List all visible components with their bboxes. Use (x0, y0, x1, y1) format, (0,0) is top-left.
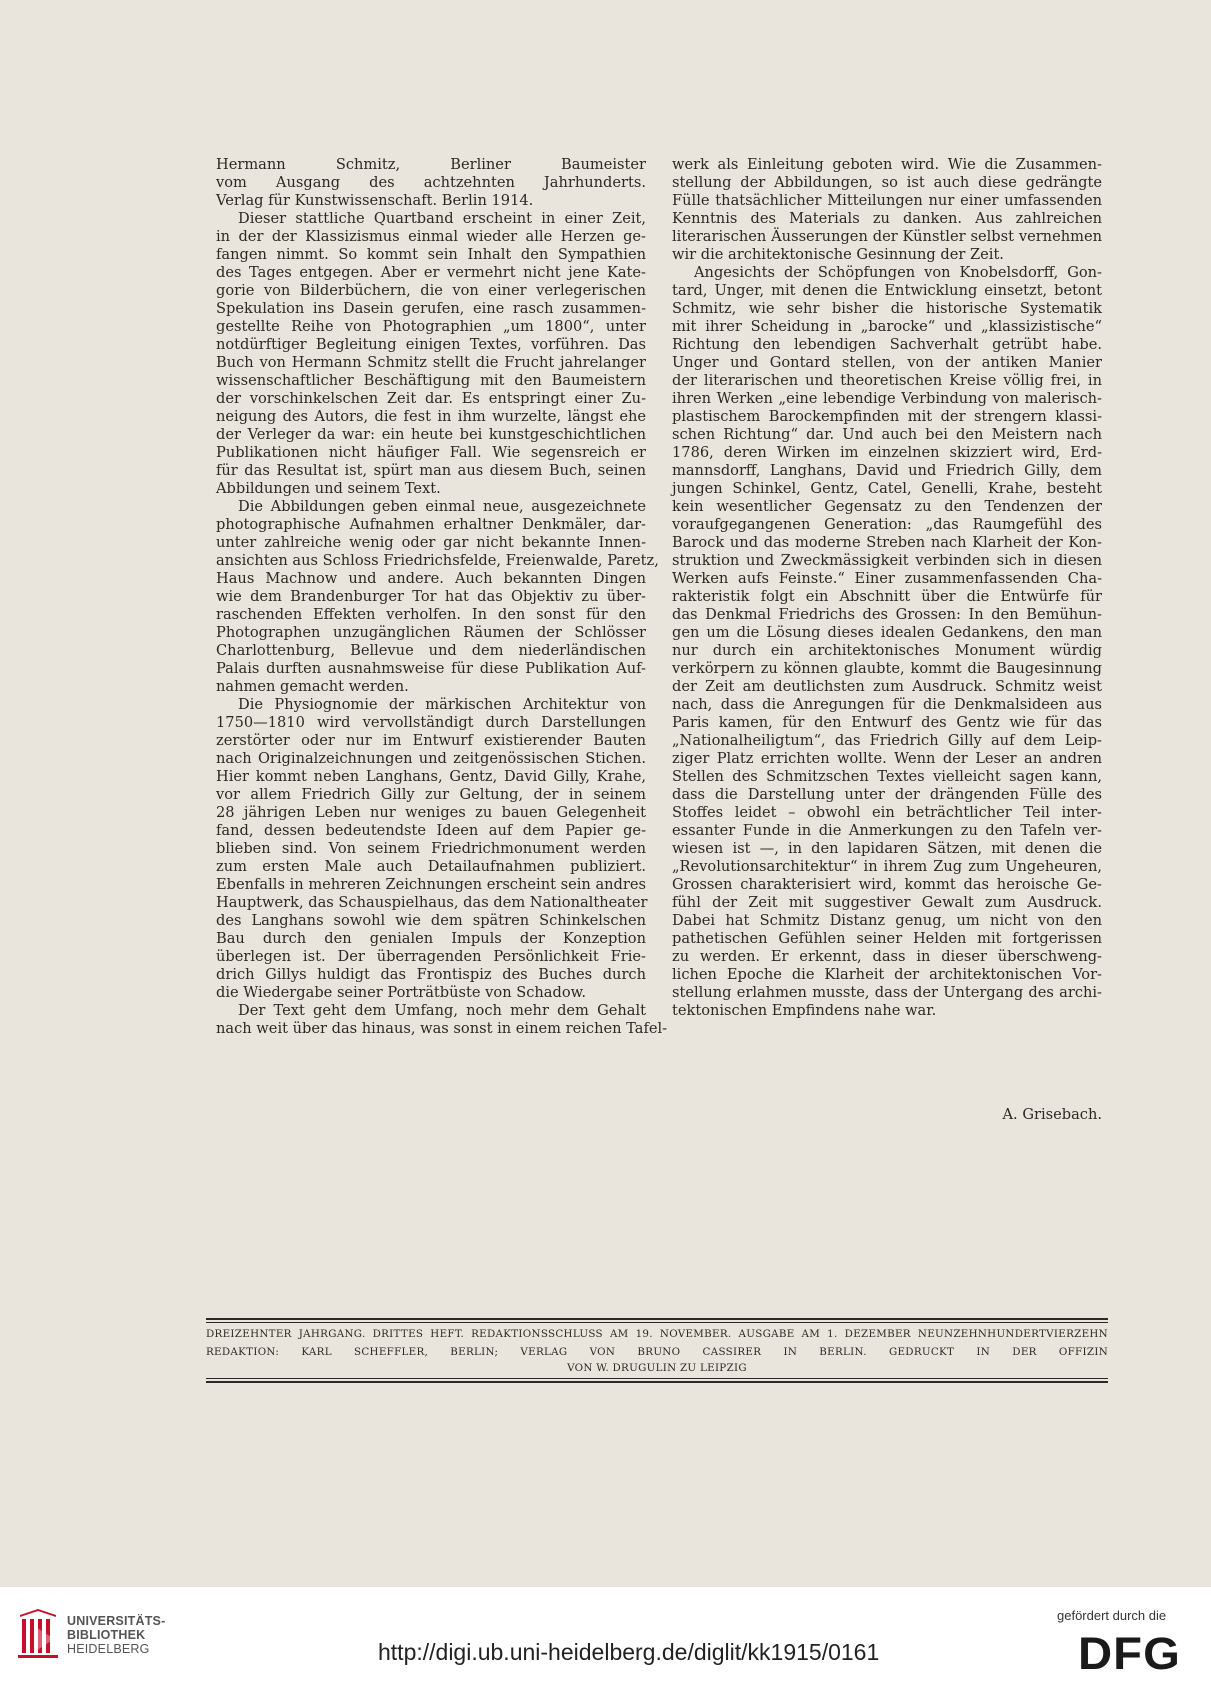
right-column-line: kein wesentlicher Gegensatz zu den Tendenzen der (672, 498, 1102, 515)
right-column-line: voraufgegangenen Generation: „das Raumgefühl des (672, 516, 1102, 533)
left-column-line: die Wiedergabe seiner Porträtbüste von Schadow. (216, 984, 587, 1001)
left-column-line: raschenden Effekten verholfen. In den sonst für den (216, 606, 646, 623)
left-column-line: notdürftiger Begleitung einigen Textes, vorführen. Das (216, 336, 646, 353)
right-column-line: Angesichts der Schöpfungen von Knobelsdorff, Gon- (694, 264, 1102, 281)
left-column-line: Abbildungen und seinem Text. (216, 480, 441, 497)
right-column-line: mannsdorff, Langhans, David und Friedrich Gilly, dem (672, 462, 1102, 479)
ub-heidelberg-logo-icon[interactable] (16, 1609, 62, 1665)
right-column-line: ziger Platz errichten wollte. Wenn der Leser an andren (672, 750, 1102, 767)
left-column-line: Die Abbildungen geben einmal neue, ausgezeichnete (238, 498, 646, 515)
right-column-line: essanter Funde in die Anmerkungen zu den Tafeln ver- (672, 822, 1102, 839)
imprint-line-1: DREIZEHNTER JAHRGANG. DRITTES HEFT. REDAKTIONSSCHLUSS AM 19. NOVEMBER. AUSGABE AM 1. DEZEMBER NEUNZEHNHUNDERTVIERZEHN (206, 1328, 1108, 1340)
left-column-line: der vorschinkelschen Zeit dar. Es entspringt einer Zu- (216, 390, 646, 407)
left-column-line: Publikationen nicht häufiger Fall. Wie segensreich er (216, 444, 646, 461)
right-column-line: schen Richtung“ dar. Und auch bei den Meistern nach (672, 426, 1102, 443)
left-column-line: fand, dessen bedeutendste Ideen auf dem Papier ge- (216, 822, 646, 839)
right-column-line: rakteristik folgt ein Abschnitt über die Entwürfe für (672, 588, 1102, 605)
right-column-line: Schmitz, wie sehr bisher die historische Systematik (672, 300, 1102, 317)
left-column-line: Hier kommt neben Langhans, Gentz, David Gilly, Krahe, (216, 768, 646, 785)
left-column-line: Dieser stattliche Quartband erscheint in einer Zeit, (238, 210, 646, 227)
funded-by-label: gefördert durch die (1057, 1608, 1167, 1623)
right-column-line: ihren Werken „eine lebendige Verbindung von malerisch- (672, 390, 1102, 407)
right-column-line: stellung der Abbildungen, so ist auch diese gedrängte (672, 174, 1102, 191)
right-column-line: Werken aufs Feinste.“ Einer zusammenfassenden Cha- (672, 570, 1102, 587)
right-column-line: Richtung den lebendigen Sachverhalt getrübt habe. (672, 336, 1102, 353)
institution-line-2: BIBLIOTHEK (67, 1628, 146, 1642)
right-column-line: der literarischen und theoretischen Kreise völlig frei, in (672, 372, 1102, 389)
signature: A. Grisebach. (1002, 1106, 1102, 1123)
left-column-line: überlegen ist. Der überragenden Persönlichkeit Frie- (216, 948, 646, 965)
left-column-line: Spekulation ins Dasein gerufen, eine rasch zusammen- (216, 300, 646, 317)
imprint-line-3: VON W. DRUGULIN ZU LEIPZIG (567, 1362, 747, 1374)
right-column-line: dass die Darstellung unter der drängenden Fülle des (672, 786, 1102, 803)
right-column-line: gen um die Lösung dieses idealen Gedankens, den man (672, 624, 1102, 641)
left-column-line: wissenschaftlicher Beschäftigung mit den Baumeistern (216, 372, 646, 389)
left-column-line: Haus Machnow und andere. Auch bekannten Dingen (216, 570, 646, 587)
institution-line-3: HEIDELBERG (67, 1642, 150, 1656)
right-column-line: nur durch ein architektonisches Monument würdig (672, 642, 1102, 659)
left-column-line: gestellte Reihe von Photographien „um 1800“, unter (216, 318, 646, 335)
left-column-line: neigung des Autors, die fest in ihm wurzelte, längst ehe (216, 408, 646, 425)
left-column-line: Ebenfalls in mehreren Zeichnungen erscheint sein andres (216, 876, 646, 893)
right-column-line: verkörpern zu können glaubte, kommt die Baugesinnung (672, 660, 1102, 677)
left-column-line: 28 jährigen Leben nur weniges zu bauen Gelegenheit (216, 804, 646, 821)
left-column-line: gorie von Bilderbüchern, die von einer verlegerischen (216, 282, 646, 299)
right-column-line: Stellen des Schmitzschen Textes vielleicht sagen kann, (672, 768, 1102, 785)
right-column-line: mit ihrer Scheidung in „barocke“ und „klassizistische“ (672, 318, 1102, 335)
institution-name[interactable] (67, 1614, 165, 1656)
footer-bar (0, 1587, 1211, 1685)
left-column-line: Bau durch den genialen Impuls der Konzeption (216, 930, 646, 947)
left-column-line: nahmen gemacht werden. (216, 678, 409, 695)
imprint-top-rule-thin (206, 1322, 1108, 1323)
right-column-line: Kenntnis des Materials zu danken. Aus zahlreichen (672, 210, 1102, 227)
right-column-line: nach, dass die Anregungen für die Denkmalsideen aus (672, 696, 1102, 713)
left-column-line: Hauptwerk, das Schauspielhaus, das dem Nationaltheater (216, 894, 648, 911)
right-column-line: zu werden. Er erkennt, dass in dieser überschweng- (672, 948, 1102, 965)
left-column-line: vor allem Friedrich Gilly zur Geltung, der in seinem (216, 786, 646, 803)
left-column-line: zerstörter oder nur im Entwurf existierender Bauten (216, 732, 646, 749)
right-column-line: der Zeit am deutlichsten zum Ausdruck. Schmitz weist (672, 678, 1102, 695)
right-column-line: Paris kamen, für den Entwurf des Gentz wie für das (672, 714, 1102, 731)
right-column-line: Barock und das moderne Streben nach Klarheit der Kon- (672, 534, 1102, 551)
right-column-line: pathetischen Gefühlen seiner Helden mit fortgerissen (672, 930, 1102, 947)
right-column-line: lichen Epoche die Klarheit der architektonischen Vor- (672, 966, 1102, 983)
right-column-line: literarischen Äusserungen der Künstler selbst vernehmen (672, 228, 1102, 245)
left-column-line: Verlag für Kunstwissenschaft. Berlin 1914. (216, 192, 534, 209)
left-column-line: Hermann Schmitz, Berliner Baumeister (216, 156, 646, 173)
right-column-line: wiesen ist —, in den lapidaren Sätzen, mit denen die (672, 840, 1102, 857)
left-column-line: Photographen unzugänglichen Räumen der Schlösser (216, 624, 646, 641)
left-column-line: nach weit über das hinaus, was sonst in einem reichen Tafel- (216, 1020, 668, 1037)
left-column-line: wie dem Brandenburger Tor hat das Objektiv zu über- (216, 588, 646, 605)
left-column-line: in der der Klassizismus einmal wieder alle Herzen ge- (216, 228, 646, 245)
right-column-line: Grossen charakterisiert wird, kommt das heroische Ge- (672, 876, 1102, 893)
right-column-line: fühl der Zeit mit suggestiver Gewalt zum Ausdruck. (672, 894, 1102, 911)
left-column-line: ansichten aus Schloss Friedrichsfelde, Freienwalde, Paretz, (216, 552, 659, 569)
left-column-line: zum ersten Male auch Detailaufnahmen publiziert. (216, 858, 646, 875)
right-column-line: Dabei hat Schmitz Distanz genug, um nicht von den (672, 912, 1102, 929)
right-column-line: Stoffes leidet – obwohl ein beträchtlicher Teil inter- (672, 804, 1102, 821)
right-column-line: wir die architektonische Gesinnung der Zeit. (672, 246, 1004, 263)
left-column-line: Charlottenburg, Bellevue und dem niederländischen (216, 642, 646, 659)
right-column-line: Unger und Gontard stellen, von der antiken Manier (672, 354, 1102, 371)
permalink-url[interactable]: http://digi.ub.uni-heidelberg.de/diglit/kk1915/0161 (378, 1639, 880, 1665)
left-column-line: des Langhans sowohl wie dem spätren Schinkelschen (216, 912, 646, 929)
left-column-line: Die Physiognomie der märkischen Architektur von (238, 696, 646, 713)
right-column-line: „Revolutionsarchitektur“ in ihrem Zug zum Ungeheuren, (672, 858, 1102, 875)
right-column-line: das Denkmal Friedrichs des Grossen: In den Bemühun- (672, 606, 1102, 623)
imprint-top-rule (206, 1318, 1108, 1320)
left-column-line: drich Gillys huldigt das Frontispiz des Buches durch (216, 966, 646, 983)
review-text (216, 154, 1110, 1194)
imprint-bottom-rule (206, 1381, 1108, 1383)
left-column-line: Der Text geht dem Umfang, noch mehr dem Gehalt (238, 1002, 646, 1019)
right-column-line: jungen Schinkel, Gentz, Catel, Genelli, Krahe, besteht (672, 480, 1102, 497)
imprint-line-2: REDAKTION: KARL SCHEFFLER, BERLIN; VERLAG VON BRUNO CASSIRER IN BERLIN. GEDRUCKT IN DER OFFIZIN (206, 1346, 1108, 1358)
imprint-bottom-rule-thin (206, 1378, 1108, 1379)
dfg-logo[interactable]: DFG (1078, 1628, 1181, 1679)
right-column-line: struktion und Zweckmässigkeit verbinden sich in diesen (672, 552, 1102, 569)
right-column-line: werk als Einleitung geboten wird. Wie die Zusammen- (672, 156, 1102, 173)
left-column-line: 1750—1810 wird vervollständigt durch Darstellungen (216, 714, 646, 731)
left-column-line: photographische Aufnahmen erhaltner Denkmäler, dar- (216, 516, 646, 533)
left-column-line: nach Originalzeichnungen und zeitgenössischen Stichen. (216, 750, 646, 767)
right-column-line: tektonischen Empfindens nahe war. (672, 1002, 937, 1019)
right-column-line: „Nationalheiligtum“, das Friedrich Gilly auf dem Leip- (672, 732, 1102, 749)
left-column-line: der Verleger da war: ein heute bei kunstgeschichtlichen (216, 426, 646, 443)
left-column-line: fangen nimmt. So kommt sein Inhalt den Sympathien (216, 246, 646, 263)
right-column-line: stellung erlahmen musste, dass der Untergang des archi- (672, 984, 1102, 1001)
right-column-line: plastischem Barockempfinden mit der strengern klassi- (672, 408, 1102, 425)
institution-line-1: UNIVERSITÄTS- (67, 1614, 166, 1628)
left-column-line: des Tages entgegen. Aber er vermehrt nicht jene Kate- (216, 264, 646, 281)
right-column-line: Fülle thatsächlicher Mitteilungen nur einer umfassenden (672, 192, 1102, 209)
left-column-line: Palais durften ausnahmsweise für diese Publikation Auf- (216, 660, 646, 677)
right-column-line: tard, Unger, mit denen die Entwicklung einsetzt, betont (672, 282, 1102, 299)
left-column-line: vom Ausgang des achtzehnten Jahrhunderts. (216, 174, 646, 191)
right-column-line: 1786, deren Wirken im einzelnen skizziert wird, Erd- (672, 444, 1102, 461)
left-column-line: unter zahlreiche wenig oder gar nicht bekannte Innen- (216, 534, 646, 551)
left-column-line: für das Resultat ist, spürt man aus diesem Buch, seinen (216, 462, 646, 479)
left-column-line: Buch von Hermann Schmitz stellt die Frucht jahrelanger (216, 354, 646, 371)
left-column-line: blieben sind. Von seinem Friedrichmonument werden (216, 840, 646, 857)
